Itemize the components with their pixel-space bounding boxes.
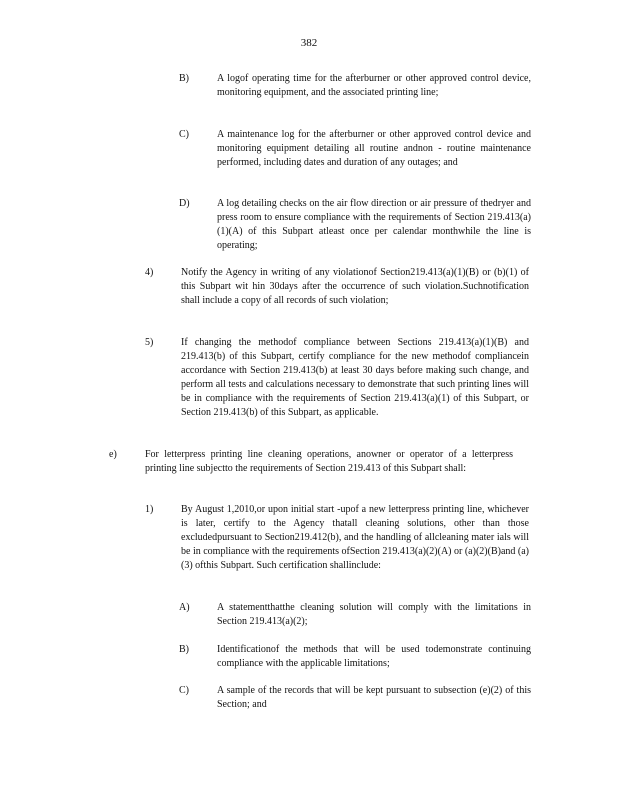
page-number: 382 <box>300 37 318 49</box>
item-marker: B) <box>179 644 189 655</box>
item-text: A log detailing checks on the air flow direction or air pressure of thedryer and press room to ensure compliance with the requirements of Section 219.413(a)(1)(A) of this Subpart atleast once per calendar monthwhile the line is operating; <box>217 198 531 251</box>
item-text: A sample of the records that will be kept pursuant to subsection (e)(2) of this Section; and <box>217 685 531 710</box>
item-marker: 5) <box>145 337 154 348</box>
item-text: A maintenance log for the afterburner or other approved control device and monitoring equipment detailing all routine andnon - routine maintenance performed, including dates and duration of any outages; and <box>217 129 531 168</box>
item-text: By August 1,2010,or upon initial start -upof a new letterpress printing line, whichever is later, certify to the Agency thatall cleaning solutions, other than those excludedpursuant to Section219.412(b), and the handling of allcleaning mater ials will be in compliance with the requirements ofSection 219.413(a)(2)(A) or (a)(2)(B)and (a)(3) ofthis Subpart. Such certification shallinclude: <box>181 504 529 571</box>
paragraph-item-4 <box>145 266 529 308</box>
item-marker: C) <box>179 129 189 140</box>
item-marker: e) <box>109 449 117 460</box>
paragraph-item-c2 <box>179 684 531 712</box>
item-marker: B) <box>179 73 189 84</box>
item-text: A logof operating time for the afterburner or other approved control device, monitoring equipment, and the associated printing line; <box>217 73 531 98</box>
paragraph-item-a <box>179 601 531 629</box>
paragraph-item-e <box>109 448 513 476</box>
item-text: Identificationof the methods that will be used todemonstrate continuing compliance with the applicable limitations; <box>217 644 531 669</box>
item-text: If changing the methodof compliance between Sections 219.413(a)(1)(B) and 219.413(b) of this Subpart, certify compliance for the new methodof compliancein accordance with Section 219.413(b) at least 30 days before making such change, and perform all tests and calculations necessary to demonstrate that such printing lines will be in compliance with the requirements of Section 219.413(a)(1) of this Subpart, or Section 219.413(b) of this Subpart, as applicable. <box>181 337 529 418</box>
item-text: For letterpress printing line cleaning operations, anowner or operator of a letterpress printing line subjectto the requirements of Section 219.413 of this Subpart shall: <box>145 449 513 474</box>
item-marker: D) <box>179 198 190 209</box>
item-marker: C) <box>179 685 189 696</box>
paragraph-item-b <box>179 72 531 100</box>
item-marker: 1) <box>145 504 154 515</box>
item-text: A statementthatthe cleaning solution will comply with the limitations in Section 219.413(a)(2); <box>217 602 531 627</box>
item-marker: A) <box>179 602 190 613</box>
item-marker: 4) <box>145 267 154 278</box>
item-text: Notify the Agency in writing of any violationof Section219.413(a)(1)(B) or (b)(1) of this Subpart wit hin 30days after the occurrence of such violation.Suchnotification shall include a copy of all records of such violation; <box>181 267 529 306</box>
paragraph-item-d <box>179 197 531 253</box>
paragraph-item-b2 <box>179 643 531 671</box>
paragraph-item-c <box>179 128 531 170</box>
paragraph-item-5 <box>145 336 529 420</box>
paragraph-item-1 <box>145 503 529 573</box>
